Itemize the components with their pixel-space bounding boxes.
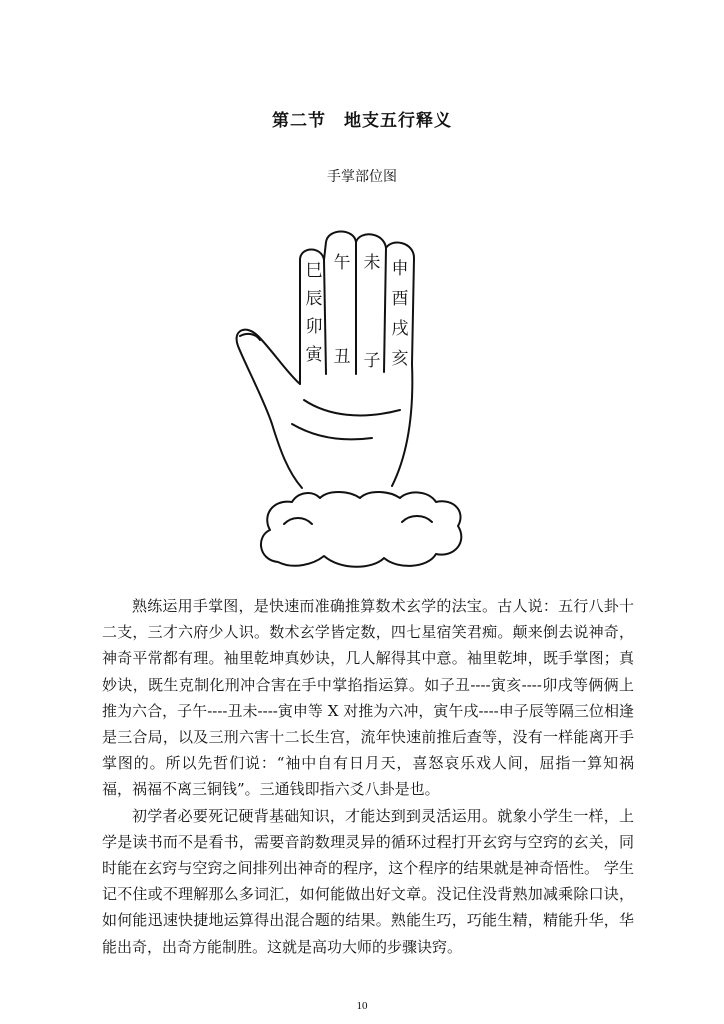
- body-text: [102, 593, 634, 960]
- branch-label: 巳: [305, 261, 323, 281]
- branch-label: 卯: [305, 317, 323, 337]
- branch-label: 子: [363, 351, 381, 371]
- page-number: 10: [356, 1000, 368, 1012]
- branch-label: 未: [363, 253, 381, 273]
- ring-finger: [356, 234, 386, 248]
- paragraph: 熟练运用手掌图，是快速而准确推算数术玄学的法宝。古人说：五行八卦十二支，三才六府少人识。数术玄学皆定数，四七星宿笑君痴。颠来倒去说神奇，神奇平常都有理。袖里乾坤真妙诀，几人解得其中意。袖里乾坤，既手掌图；真妙诀，既生克制化刑冲合害在手中掌掐指运算。如子丑----寅亥----卯戌等俩俩上推为六合，子午----丑未----寅申等 X 对推为六冲，寅午戌----申子辰等隔三位相逢是三合局，以及三刑六害十二长生宫，流年快速前推后查等，没有一样能离开手掌图的。所以先哲们说：“袖中自有日月天，喜怒哀乐戏人间，屈指一算知祸福，祸福不离三铜钱”。三通钱即指六爻八卦是也。: [102, 597, 634, 799]
- cloud-base: [261, 492, 461, 567]
- little-finger-labels: [392, 259, 409, 369]
- thumb: [237, 330, 302, 488]
- figure-caption: 手掌部位图: [327, 169, 397, 185]
- branch-label: 申: [391, 259, 409, 279]
- branch-label: 酉: [391, 289, 409, 309]
- middle-finger-labels: [334, 253, 351, 367]
- palm-diagram: [232, 224, 472, 574]
- branch-label: 辰: [305, 289, 323, 309]
- branch-label: 亥: [391, 349, 409, 369]
- index-finger-labels: [306, 261, 324, 365]
- branch-label: 午: [333, 253, 351, 273]
- paragraph: 初学者必要死记硬背基础知识，才能达到到灵活运用。就象小学生一样，上学是读书而不是看书，需要音韵数理灵异的循环过程打开玄窍与空窍的玄关，同时能在玄窍与空窍之间排列出神奇的程序，这个程序的结果就是神奇悟性。 学生记不住或不理解那么多词汇，如何能做出好文章。没记住没背熟加减乘除口诀，如何能迅速快捷地运算得出混合题的结果。熟能生巧，巧能生精，精能升华，华能出奇，出奇方能制胜。这就是高功大师的步骤诀窍。: [102, 806, 634, 956]
- branch-label: 丑: [333, 347, 351, 367]
- branch-label: 戌: [391, 319, 409, 339]
- ring-finger-labels: [364, 253, 381, 371]
- section-title: 第二节 地支五行释义: [272, 111, 452, 131]
- branch-label: 寅: [305, 345, 323, 365]
